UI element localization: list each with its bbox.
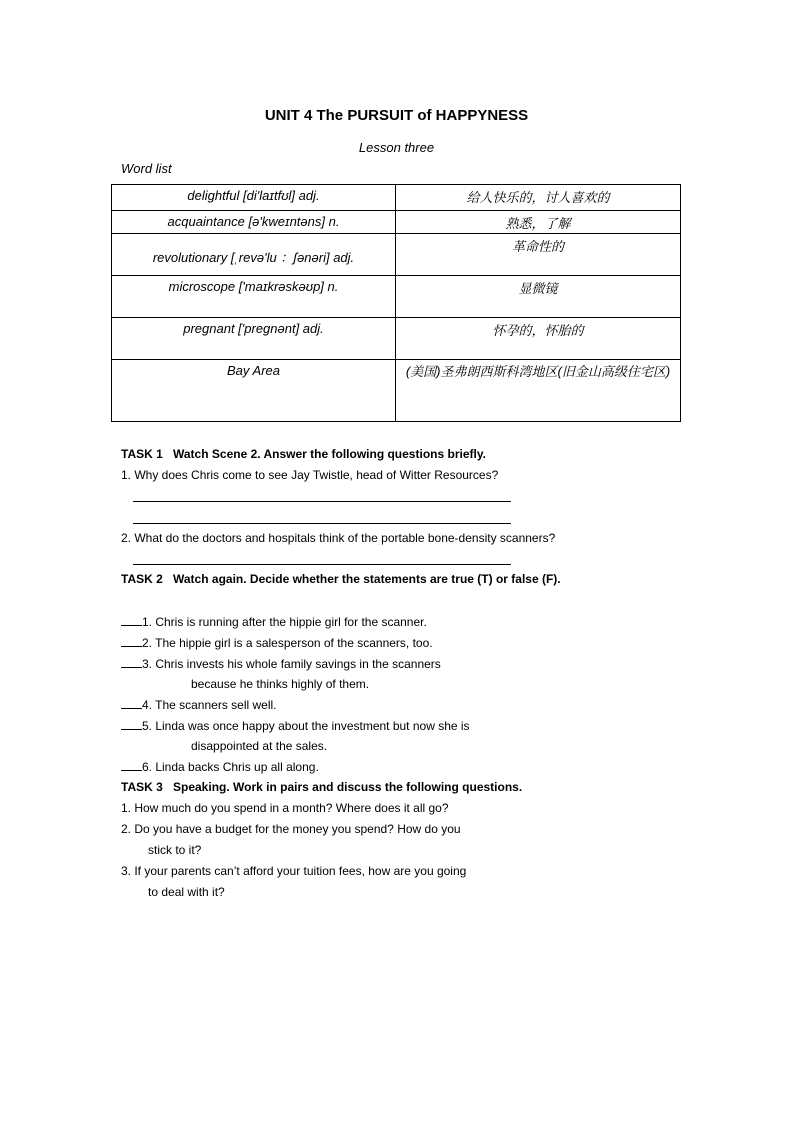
answer-blank[interactable] xyxy=(121,717,142,730)
answer-blank[interactable] xyxy=(121,696,142,709)
word-english: revolutionary [ˌrevə'lu ：ʃənəri] adj. xyxy=(112,234,396,276)
word-english: Bay Area xyxy=(112,360,396,422)
word-list-table xyxy=(111,184,681,422)
statement-text: 4. The scanners sell well. xyxy=(142,698,277,712)
task1-instruction: Watch Scene 2. Answer the following questions briefly. xyxy=(173,447,486,461)
page-title: UNIT 4 The PURSUIT of HAPPYNESS xyxy=(264,107,529,124)
word-chinese: 革命性的 xyxy=(396,234,681,276)
task1-label: TASK 1 xyxy=(121,447,163,461)
statement-continuation: because he thinks highly of them. xyxy=(191,677,370,691)
statement-continuation: disappointed at the sales. xyxy=(191,739,328,753)
word-english: acquaintance [ə'kweɪntəns] n. xyxy=(112,211,396,234)
word-row xyxy=(112,360,681,422)
statement-text: 5. Linda was once happy about the investment but now she is xyxy=(142,719,470,733)
statement xyxy=(121,758,319,775)
task3-label: TASK 3 xyxy=(121,780,163,794)
statement xyxy=(121,613,427,630)
task3-question: 1. How much do you spend in a month? Where does it all go? xyxy=(121,801,449,815)
task3-question-continuation: stick to it? xyxy=(148,843,202,857)
word-english: microscope ['maɪkrəskəʊp] n. xyxy=(112,276,396,318)
statement xyxy=(121,717,470,734)
answer-line[interactable] xyxy=(133,523,511,524)
statement xyxy=(121,696,277,713)
word-list-label: Word list xyxy=(121,161,172,176)
task1-question: 1. Why does Chris come to see Jay Twistle, head of Witter Resources? xyxy=(121,468,499,482)
word-chinese: (美国)圣弗朗西斯科湾地区(旧金山高级住宅区) xyxy=(396,360,681,422)
word-row xyxy=(112,276,681,318)
word-chinese: 怀孕的，怀胎的 xyxy=(396,318,681,360)
task2-heading xyxy=(121,571,561,587)
answer-line[interactable] xyxy=(133,564,511,565)
task3-heading xyxy=(121,779,522,795)
statement-text: 1. Chris is running after the hippie girl for the scanner. xyxy=(142,615,427,629)
task3-instruction: Speaking. Work in pairs and discuss the following questions. xyxy=(173,780,523,794)
word-row xyxy=(112,318,681,360)
task3-question-continuation: to deal with it? xyxy=(148,885,225,899)
answer-blank[interactable] xyxy=(121,655,142,668)
statement-text: 3. Chris invests his whole family savings in the scanners xyxy=(142,657,441,671)
answer-blank[interactable] xyxy=(121,758,142,771)
lesson-subtitle: Lesson three xyxy=(358,140,435,155)
word-row xyxy=(112,234,681,276)
task3-question: 3. If your parents can’t afford your tuition fees, how are you going xyxy=(121,864,467,878)
statement-text: 6. Linda backs Chris up all along. xyxy=(142,760,319,774)
word-english: delightful [di'laɪtfʊl] adj. xyxy=(112,185,396,211)
answer-blank[interactable] xyxy=(121,613,142,626)
answer-blank[interactable] xyxy=(121,634,142,647)
task1-heading xyxy=(121,446,486,462)
task2-label: TASK 2 xyxy=(121,572,163,586)
word-row xyxy=(112,211,681,234)
task2-instruction: Watch again. Decide whether the statements are true (T) or false (F). xyxy=(173,572,561,586)
task3-question: 2. Do you have a budget for the money you spend? How do you xyxy=(121,822,461,836)
task1-question: 2. What do the doctors and hospitals think of the portable bone-density scanners? xyxy=(121,531,556,545)
answer-line[interactable] xyxy=(133,501,511,502)
word-chinese: 显微镜 xyxy=(396,276,681,318)
statement xyxy=(121,634,433,651)
word-row xyxy=(112,185,681,211)
statement xyxy=(121,655,441,672)
word-chinese: 给人快乐的，讨人喜欢的 xyxy=(396,185,681,211)
word-chinese: 熟悉，了解 xyxy=(396,211,681,234)
statement-text: 2. The hippie girl is a salesperson of the scanners, too. xyxy=(142,636,433,650)
word-english: pregnant ['pregnənt] adj. xyxy=(112,318,396,360)
